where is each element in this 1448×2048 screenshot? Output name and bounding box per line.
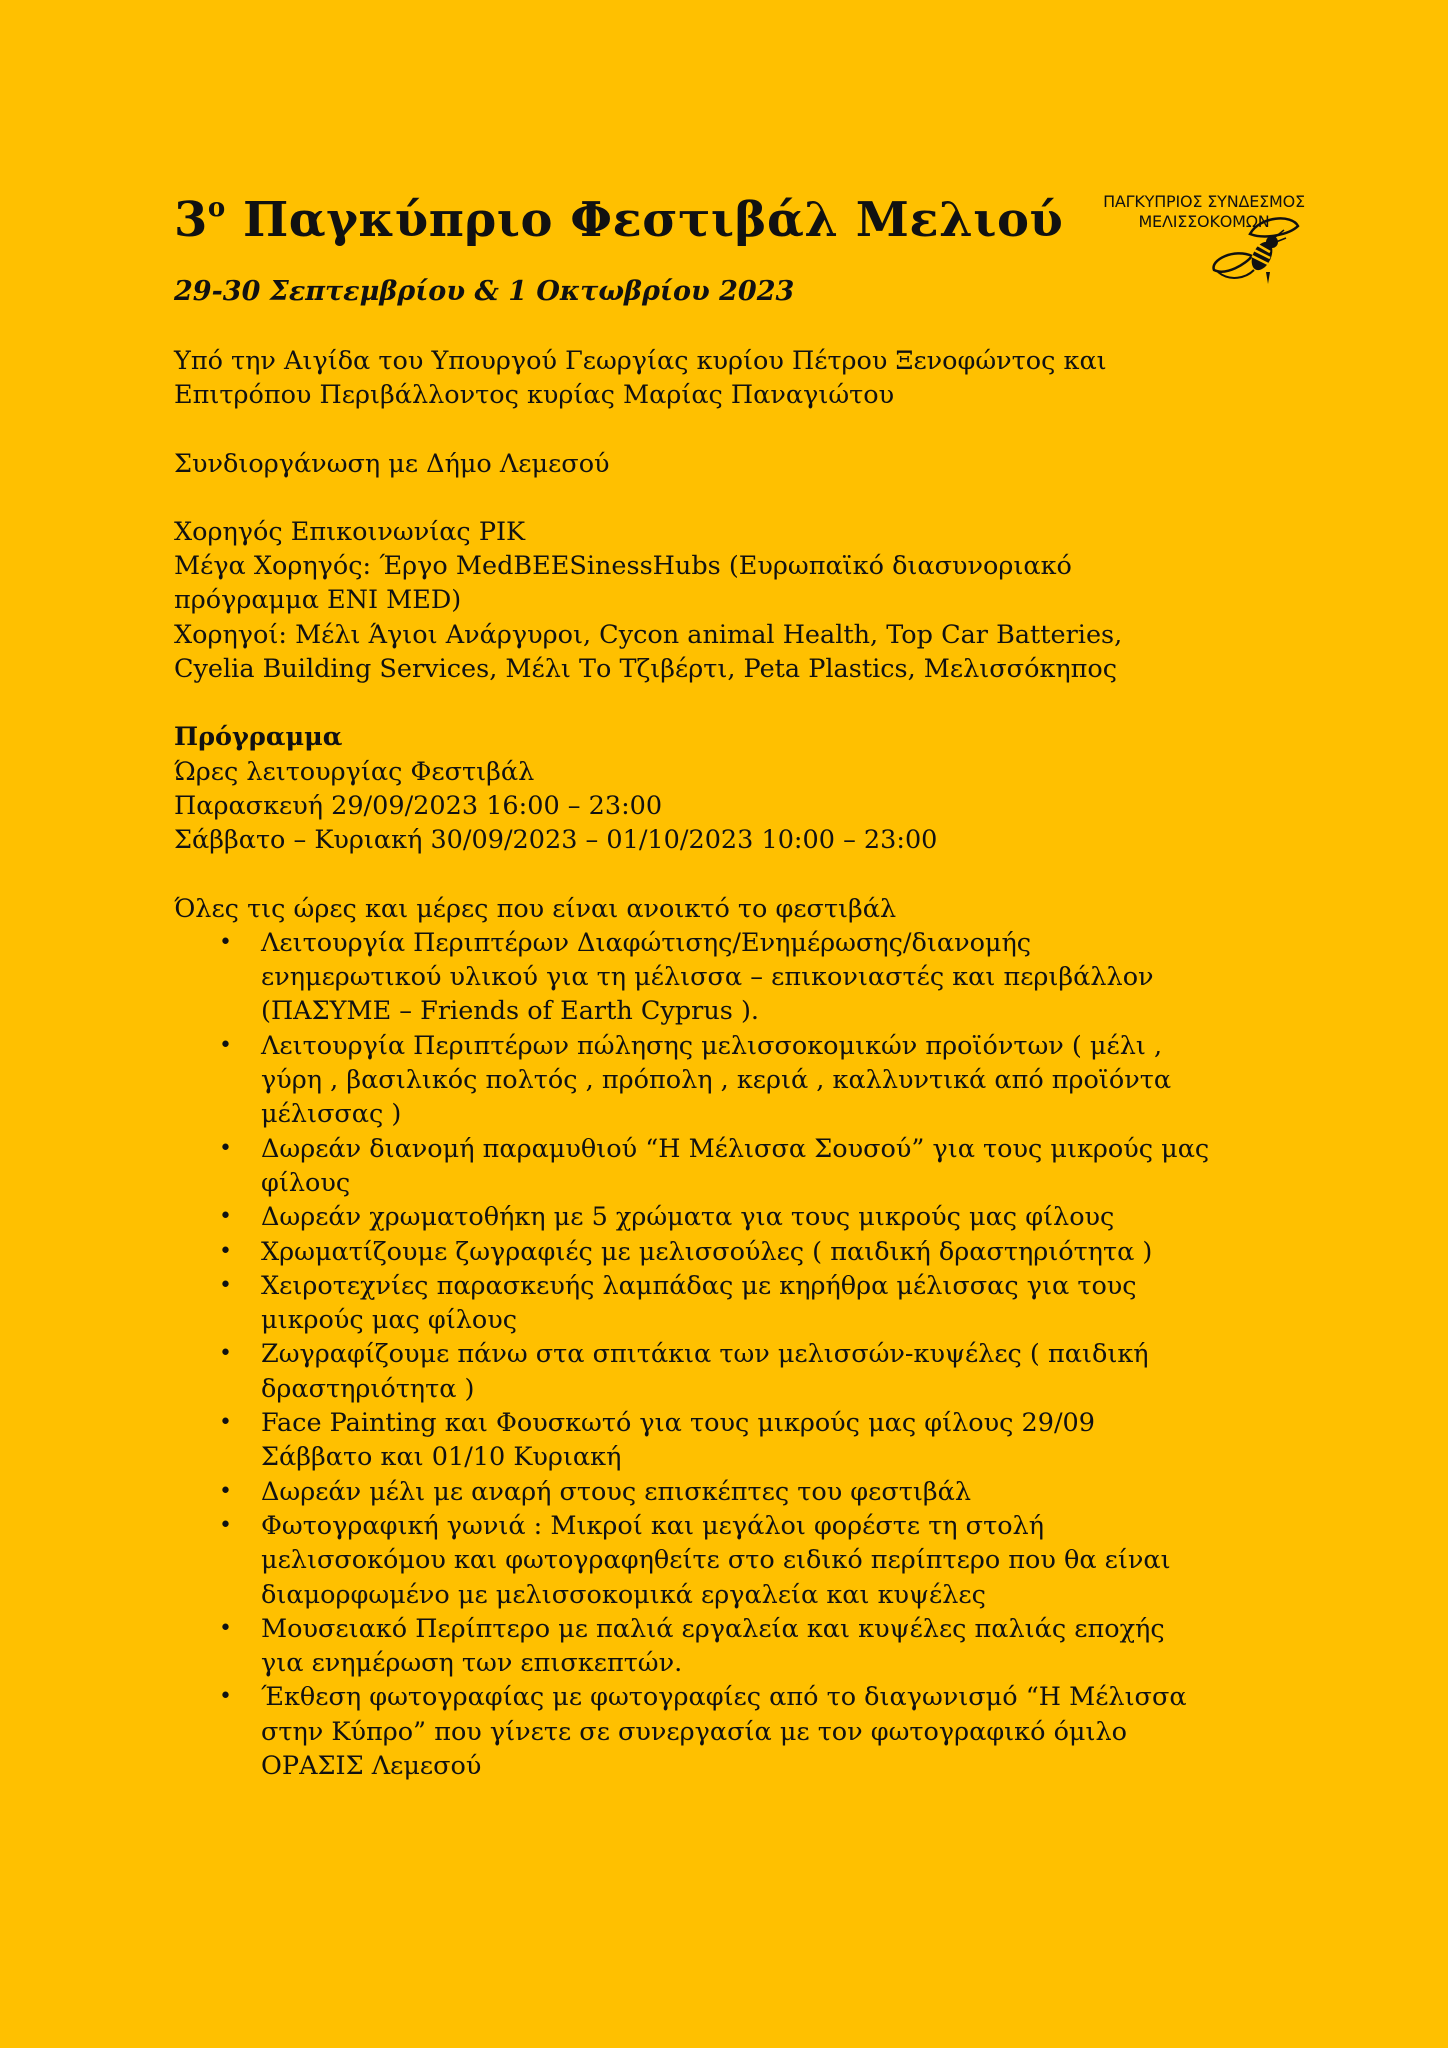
bullet-icon: • xyxy=(219,929,232,955)
list-item-text: Χρωματίζουμε ζωγραφιές με μελισσούλες ( παιδική δραστηριότητα ) xyxy=(261,1236,1153,1267)
list-item xyxy=(219,1132,1284,1201)
list-item xyxy=(219,1612,1284,1681)
activities-intro: Όλες τις ώρες και μέρες που είναι ανοικτό το φεστιβάλ xyxy=(174,893,897,924)
sponsors-block xyxy=(174,515,1284,686)
bullet-icon: • xyxy=(219,1272,232,1298)
list-item-text: μελισσοκόμου και φωτογραφηθείτε στο ειδικό περίπτερο που θα είναι xyxy=(261,1545,1171,1576)
bullet-icon: • xyxy=(219,1032,232,1058)
list-item-text: ενημερωτικού υλικού για τη μέλισσα – επικονιαστές και περιβάλλον xyxy=(261,962,1154,993)
list-item-text: για ενημέρωση των επισκεπτών. xyxy=(261,1648,683,1679)
list-item xyxy=(219,1235,1284,1269)
list-item-text: Έκθεση φωτογραφίας με φωτογραφίες από το διαγωνισμό “Η Μέλισσα xyxy=(261,1682,1187,1713)
bullet-icon: • xyxy=(219,1238,232,1264)
bullet-icon: • xyxy=(219,1684,232,1710)
title-text: Παγκύπριο Φεστιβάλ Μελιού xyxy=(225,192,1064,248)
list-item xyxy=(219,1509,1284,1612)
program-weekend-hours: Σάββατο – Κυριακή 30/09/2023 – 01/10/2023 10:00 – 23:00 xyxy=(174,825,938,856)
bullet-icon: • xyxy=(219,1512,232,1538)
list-item xyxy=(219,1200,1284,1234)
list-item-text: Μουσειακό Περίπτερο με παλιά εργαλεία και κυψέλες παλιάς εποχής xyxy=(261,1613,1165,1644)
list-item xyxy=(219,1406,1284,1475)
program-heading: Πρόγραμμα xyxy=(174,722,343,753)
list-item xyxy=(219,1029,1284,1132)
activities-block xyxy=(174,892,1284,1784)
bullet-icon: • xyxy=(219,1478,232,1504)
coorganization-block xyxy=(174,447,1284,481)
list-item-text: Ζωγραφίζουμε πάνω στα σπιτάκια των μελισσών-κυψέλες ( παιδική xyxy=(261,1339,1149,1370)
list-item-text: ΟΡΑΣΙΣ Λεμεσού xyxy=(261,1750,482,1781)
bullet-icon: • xyxy=(219,1615,232,1641)
list-item xyxy=(219,1475,1284,1509)
list-item-text: Φωτογραφική γωνιά : Μικροί και μεγάλοι φορέστε τη στολή xyxy=(261,1510,1044,1541)
bullet-icon: • xyxy=(219,1204,232,1230)
festival-dates: 29-30 Σεπτεμβρίου & 1 Οκτωβρίου 2023 xyxy=(174,276,795,307)
list-item xyxy=(219,1337,1284,1406)
bullet-icon: • xyxy=(219,1135,232,1161)
list-item-text: Δωρεάν χρωματοθήκη με 5 χρώματα για τους μικρούς μας φίλους xyxy=(261,1202,1115,1233)
auspices-block xyxy=(174,344,1284,413)
auspices-line-1: Υπό την Αιγίδα του Υπουργού Γεωργίας κυρίου Πέτρου Ξενοφώντος και xyxy=(174,346,1107,376)
list-item-text: γύρη , βασιλικός πολτός , πρόπολη , κεριά , καλλυντικά από προϊόντα xyxy=(261,1065,1172,1096)
list-item-text: Δωρεάν διανομή παραμυθιού “Η Μέλισσα Σουσού” για τους μικρούς μας xyxy=(261,1133,1210,1164)
list-item-text: φίλους xyxy=(261,1167,351,1198)
list-item-text: Face Painting και Φουσκωτό για τους μικρούς μας φίλους 29/09 xyxy=(261,1408,1095,1439)
sponsors-line-5: Cyelia Building Services, Μέλι Το Τζιβέρτι, Peta Plastics, Μελισσόκηπος xyxy=(174,654,1118,685)
list-item-text: Χειροτεχνίες παρασκευής λαμπάδας με κηρήθρα μέλισσας για τους xyxy=(261,1270,1137,1301)
activities-list xyxy=(174,926,1284,1783)
program-friday-hours: Παρασκευή 29/09/2023 16:00 – 23:00 xyxy=(174,790,663,821)
sponsors-line-2: Μέγα Χορηγός: Έργο MedBEESinessHubs (Ευρωπαϊκό διασυνοριακό xyxy=(174,551,1072,582)
list-item-text: μέλισσας ) xyxy=(261,1099,402,1130)
festival-document xyxy=(174,176,1284,1783)
list-item-text: μικρούς μας φίλους xyxy=(261,1305,518,1336)
title-number: 3 xyxy=(174,192,208,248)
bullet-icon: • xyxy=(219,1341,232,1367)
program-hours-label: Ώρες λειτουργίας Φεστιβάλ xyxy=(174,756,535,787)
auspices-line-2: Επιτρόπου Περιβάλλοντος κυρίας Μαρίας Παναγιώτου xyxy=(174,380,895,411)
list-item-text: διαμορφωμένο με μελισσοκομικά εργαλεία και κυψέλες xyxy=(261,1579,986,1610)
list-item-text: (ΠΑΣΥΜΕ – Friends of Earth Cyprus ). xyxy=(261,996,759,1027)
list-item-text: Λειτουργία Περιπτέρων πώλησης μελισσοκομικών προϊόντων ( μέλι , xyxy=(261,1030,1163,1061)
sponsors-line-4: Χορηγοί: Μέλι Άγιοι Ανάργυροι, Cycon animal Health, Top Car Batteries, xyxy=(174,619,1123,650)
title-ordinal: ο xyxy=(207,193,226,223)
program-block xyxy=(174,720,1284,857)
sponsors-line-1: Χορηγός Επικοινωνίας ΡΙΚ xyxy=(174,516,526,547)
list-item-text: στην Κύπρο” που γίνετε σε συνεργασία με τον φωτογραφικό όμιλο xyxy=(261,1716,1128,1747)
coorganization-text: Συνδιοργάνωση με Δήμο Λεμεσού xyxy=(174,448,610,479)
list-item-text: Δωρεάν μέλι με αναρή στους επισκέπτες του φεστιβάλ xyxy=(261,1476,972,1507)
list-item xyxy=(219,1269,1284,1338)
list-item xyxy=(219,1680,1284,1783)
list-item-text: Σάββατο και 01/10 Κυριακή xyxy=(261,1442,622,1473)
list-item-text: Λειτουργία Περιπτέρων Διαφώτισης/Ενημέρωσης/διανομής xyxy=(261,927,1032,958)
logo-line-1: ΠΑΓΚΥΠΡΙΟΣ ΣΥΝΔΕΣΜΟΣ xyxy=(1103,192,1305,211)
bullet-icon: • xyxy=(219,1410,232,1436)
page-title xyxy=(174,176,1284,252)
logo-line-2: ΜΕΛΙΣΣΟΚΟΜΩΝ xyxy=(1138,212,1270,231)
list-item-text: δραστηριότητα ) xyxy=(261,1373,475,1404)
sponsors-line-3: πρόγραμμα ENI MED) xyxy=(174,585,462,616)
list-item xyxy=(219,926,1284,1029)
